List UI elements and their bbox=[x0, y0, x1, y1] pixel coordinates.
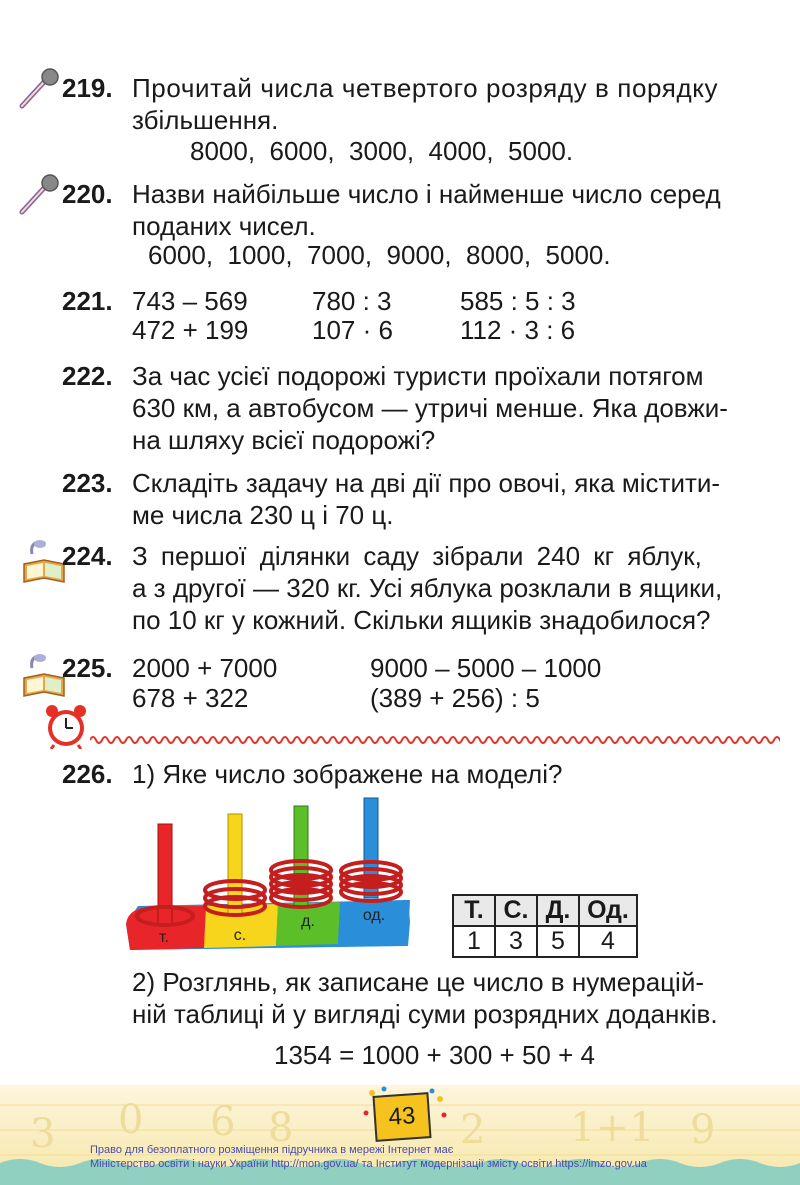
number-list: 8000, 6000, 3000, 4000, 5000. bbox=[190, 136, 574, 166]
alarm-clock-icon bbox=[42, 703, 90, 749]
question-text: ній таблиці й у вигляді суми розрядних доданків. bbox=[132, 999, 718, 1029]
microphone-icon bbox=[18, 68, 62, 110]
footer-text: Право для безоплатного розміщення підручника в мережі Інтернет має bbox=[90, 1144, 454, 1156]
task-number: 226. bbox=[62, 759, 113, 789]
task-text: З першої ділянки саду зібрали 240 кг яблук, bbox=[132, 541, 702, 571]
task-text: збільшення. bbox=[132, 105, 279, 135]
svg-text:9: 9 bbox=[690, 1107, 716, 1153]
task-text: ме числа 230 ц і 70 ц. bbox=[132, 500, 394, 530]
task-text: Прочитай числа четвертого розряду в порядку bbox=[132, 73, 719, 103]
number-list: 6000, 1000, 7000, 9000, 8000, 5000. bbox=[148, 240, 611, 270]
expression: 743 – 569 bbox=[132, 286, 248, 316]
task-text: За час усієї подорожі туристи проїхали потягом bbox=[132, 361, 704, 391]
expression: 585 : 5 : 3 bbox=[460, 286, 576, 316]
microphone-icon bbox=[18, 174, 62, 216]
task-text: Назви найбільше число і найменше число серед bbox=[132, 179, 721, 209]
task-number: 219. bbox=[62, 73, 113, 103]
rings-tens bbox=[271, 861, 331, 907]
table-header: Д. bbox=[537, 895, 579, 926]
expression: 472 + 199 bbox=[132, 315, 249, 345]
task-text: Складіть задачу на дві дії про овочі, яка містити- bbox=[132, 468, 721, 498]
expression: 112 · 3 : 6 bbox=[460, 315, 576, 345]
expression: 678 + 322 bbox=[132, 683, 249, 713]
table-cell: 5 bbox=[537, 926, 579, 957]
task-text: по 10 кг у кожний. Скільки ящиків знадобилося? bbox=[132, 605, 711, 635]
table-cell: 3 bbox=[495, 926, 537, 957]
page-number: 43 bbox=[372, 1092, 431, 1142]
task-text: на шляху всієї подорожі? bbox=[132, 425, 436, 455]
task-number: 225. bbox=[62, 653, 113, 683]
task-number: 223. bbox=[62, 468, 113, 498]
expression: 780 : 3 bbox=[312, 286, 392, 316]
svg-text:6: 6 bbox=[210, 1099, 236, 1145]
book-lamp-icon bbox=[20, 652, 68, 700]
svg-text:0: 0 bbox=[118, 1097, 144, 1143]
expression: (389 + 256) : 5 bbox=[370, 683, 540, 713]
svg-text:2: 2 bbox=[460, 1107, 486, 1153]
task-number: 221. bbox=[62, 286, 113, 316]
task-text: а з другої — 320 кг. Усі яблука розклали в ящики, bbox=[132, 573, 723, 603]
abacus-label: од. bbox=[362, 907, 386, 924]
footer-text: Міністерство освіти і науки України http://mon.gov.ua/ та Інститут модернізації змісту освіти https://imzo.gov.ua bbox=[90, 1158, 647, 1170]
table-header: С. bbox=[495, 895, 537, 926]
numeration-table bbox=[452, 894, 638, 958]
table-row bbox=[453, 926, 637, 957]
table-header: Од. bbox=[579, 895, 637, 926]
abacus-label: т. bbox=[159, 929, 169, 946]
abacus-label: д. bbox=[301, 913, 315, 930]
abacus-label: с. bbox=[233, 927, 247, 944]
book-lamp-icon bbox=[20, 538, 68, 586]
task-number: 224. bbox=[62, 541, 113, 571]
expression: 2000 + 7000 bbox=[132, 653, 278, 683]
svg-text:3: 3 bbox=[30, 1111, 56, 1157]
svg-text:1+1: 1+1 bbox=[570, 1105, 655, 1151]
expression: 9000 – 5000 – 1000 bbox=[370, 653, 602, 683]
task-text: 630 км, а автобусом — утричі менше. Яка довжи- bbox=[132, 393, 728, 423]
task-text: поданих чисел. bbox=[132, 211, 316, 241]
expression: 107 · 6 bbox=[312, 315, 393, 345]
table-cell: 1 bbox=[453, 926, 495, 957]
wavy-divider bbox=[90, 732, 780, 748]
task-number: 222. bbox=[62, 361, 113, 391]
abacus-model bbox=[118, 794, 418, 960]
table-cell: 4 bbox=[579, 926, 637, 957]
table-header: Т. bbox=[453, 895, 495, 926]
question-text: 2) Розглянь, як записане це число в нумерацій- bbox=[132, 967, 705, 997]
svg-text:8: 8 bbox=[268, 1105, 294, 1151]
table-header-row bbox=[453, 895, 637, 926]
task-number: 220. bbox=[62, 179, 113, 209]
equation: 1354 = 1000 + 300 + 50 + 4 bbox=[274, 1040, 595, 1070]
question-text: 1) Яке число зображене на моделі? bbox=[132, 759, 563, 789]
rings-ones bbox=[341, 862, 401, 901]
